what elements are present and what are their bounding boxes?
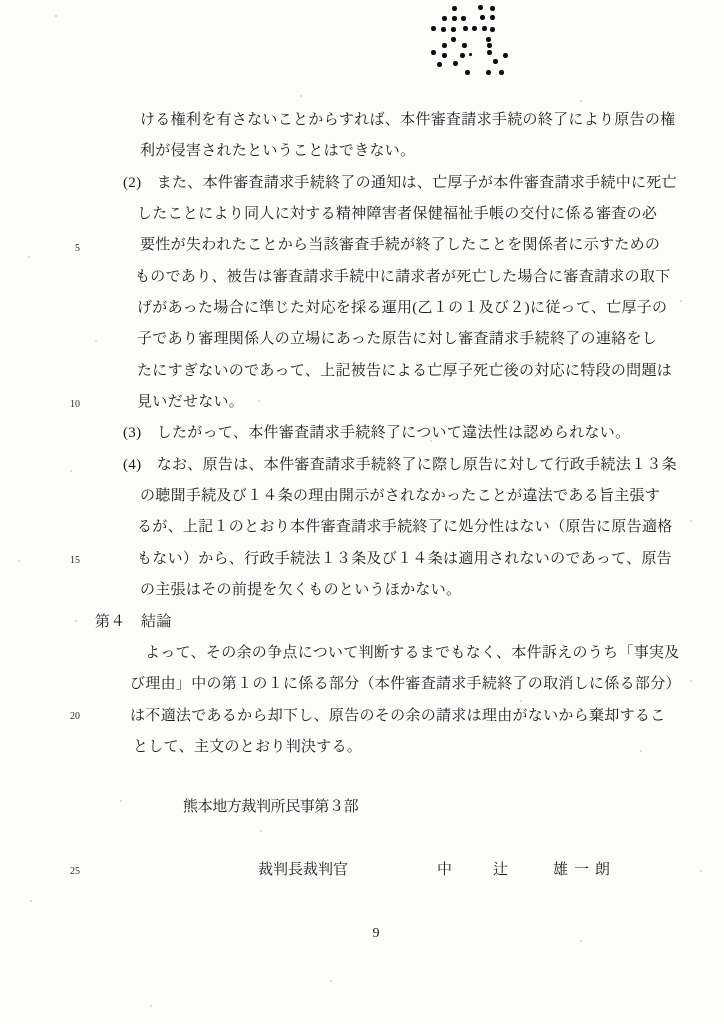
body-line: の聴聞手続及び１４条の理由開示がされなかったことが違法である旨主張す (140, 488, 661, 505)
margin-line-number: 5 (75, 243, 80, 254)
body-line-item-3: (3) したがって、本件審査請求手続終了について違法性は認められない。 (123, 425, 631, 442)
body-line: ける権利を有さないことからすれば、本件審査請求手続の終了により原告の権 (140, 112, 676, 128)
scan-noise-speckles (55, 15, 57, 17)
page-number: 9 (372, 926, 380, 941)
body-line: るが、上記１のとおり本件審査請求手続終了に処分性はない（原告に原告適格 (137, 519, 673, 536)
body-line: もない）から、行政手続法１３条及び１４条は適用されないのであって、原告 (137, 550, 673, 567)
section-heading: 第４ 結論 (95, 613, 172, 630)
body-line: ものであり、被告は審査請求手続中に請求者が死亡した場合に審査請求の取下 (135, 268, 671, 285)
body-line: は不適法であるから却下し、原告のその余の請求は理由がないから棄却するこ (130, 707, 666, 724)
body-line: として、主文のとおり判決する。 (133, 738, 363, 755)
body-line: 子であり審理関係人の立場にあった原告に対し審査請求手続終了の連絡をし (137, 331, 658, 348)
body-line-item-4: (4) なお、原告は、本件審査請求手続終了に際し原告に対して行政手続法１３条 (123, 456, 677, 473)
body-line: よって、その余の争点について判断するまでもなく、本件訴えのうち「事実及 (145, 644, 680, 661)
margin-line-number: 20 (70, 711, 80, 722)
signature-row (0, 858, 724, 882)
body-line: 利が侵害されたということはできない。 (140, 143, 416, 160)
judge-name-part: 雄一朗 (553, 862, 617, 878)
body-line-item-2: (2) また、本件審査請求手続終了の通知は、亡厚子が本件審査請求手続中に死亡 (123, 174, 677, 191)
judge-title: 裁判長裁判官 (258, 862, 349, 878)
judgment-body-text (0, 105, 724, 763)
body-line: たにすぎないのであって、上記被告による亡厚子死亡後の対応に特段の問題は (137, 362, 673, 379)
body-line: の主張はその前提を欠くものというほかない。 (140, 582, 462, 599)
body-line: げがあった場合に準じた対応を採る運用(乙１の１及び２)に従って、亡厚子の (137, 300, 668, 317)
body-line: したことにより同人に対する精神障害者保健福祉手帳の交付に係る審査の必 (137, 206, 658, 223)
body-line: 要性が失われたことから当該審査手続が終了したことを関係者に示すための (140, 237, 661, 254)
body-line: 見いだせない。 (137, 394, 245, 411)
scanner-dot-cluster (452, 6, 457, 11)
body-line: び理由」中の第１の１に係る部分（本件審査請求手続終了の取消しに係る部分） (130, 676, 681, 693)
court-name: 熊本地方裁判所民事第３部 (183, 799, 359, 815)
judge-name-part: 中 (437, 862, 453, 878)
margin-line-number: 10 (70, 399, 80, 410)
judge-name-part: 辻 (493, 862, 509, 878)
margin-line-number: 25 (70, 866, 80, 877)
margin-line-number: 15 (70, 555, 80, 566)
